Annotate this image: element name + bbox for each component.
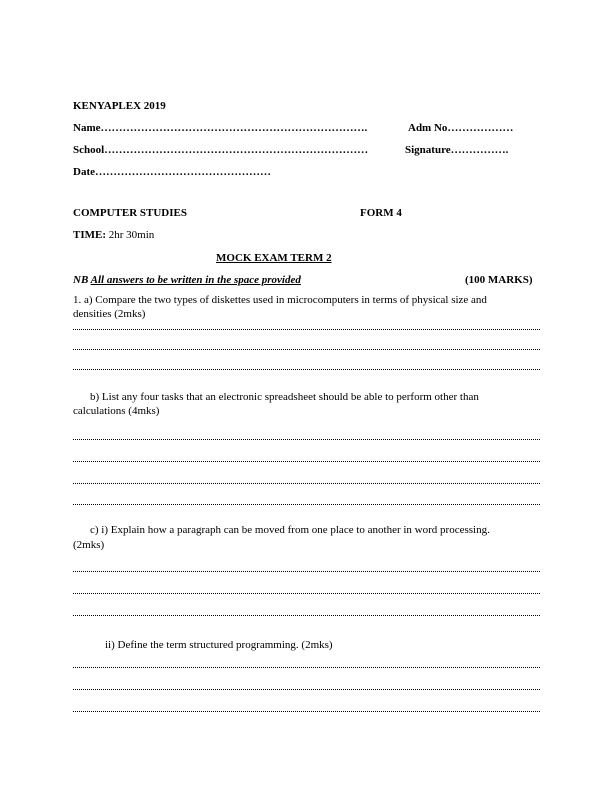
question-1c-line2: (2mks) [73,539,105,551]
signature-field[interactable]: Signature……………. [405,144,509,156]
instructions [73,274,301,287]
answer-line[interactable] [73,689,540,690]
question-1b-line2: calculations (4mks) [73,405,160,417]
school-brand: KENYAPLEX 2019 [73,100,166,112]
answer-line[interactable] [73,504,540,505]
exam-title: MOCK EXAM TERM 2 [216,252,332,264]
answer-line[interactable] [73,329,540,330]
name-field[interactable]: Name………………………………………………………………. [73,122,368,134]
answer-line[interactable] [73,461,540,462]
total-marks: (100 MARKS) [465,274,533,286]
answer-line[interactable] [73,615,540,616]
answer-line[interactable] [73,369,540,370]
date-field[interactable]: Date………………………………………… [73,166,271,178]
answer-line[interactable] [73,349,540,350]
answer-line[interactable] [73,571,540,572]
question-1c-ii: ii) Define the term structured programming. (2mks) [105,639,333,651]
time-value: 2hr 30min [108,229,155,241]
answer-line[interactable] [73,711,540,712]
question-1c-line1: c) i) Explain how a paragraph can be moved from one place to another in word processing. [90,524,490,536]
answer-line[interactable] [73,483,540,484]
adm-no-field[interactable]: Adm No……………… [408,122,514,134]
question-1b-line1: b) List any four tasks that an electronic spreadsheet should be able to perform other than [90,391,479,403]
time [73,229,154,242]
nb-text: All answers to be written in the space provided [90,274,301,286]
question-1a-line1: 1. a) Compare the two types of diskettes used in microcomputers in terms of physical size and [73,294,487,306]
answer-line[interactable] [73,593,540,594]
question-1a-line2: densities (2mks) [73,308,146,320]
answer-line[interactable] [73,439,540,440]
nb-label: NB [73,274,89,286]
school-field[interactable]: School……………………………………………………………… [73,144,369,156]
answer-line[interactable] [73,667,540,668]
time-label: TIME: [73,229,106,241]
subject: COMPUTER STUDIES [73,207,187,219]
form: FORM 4 [360,207,402,219]
